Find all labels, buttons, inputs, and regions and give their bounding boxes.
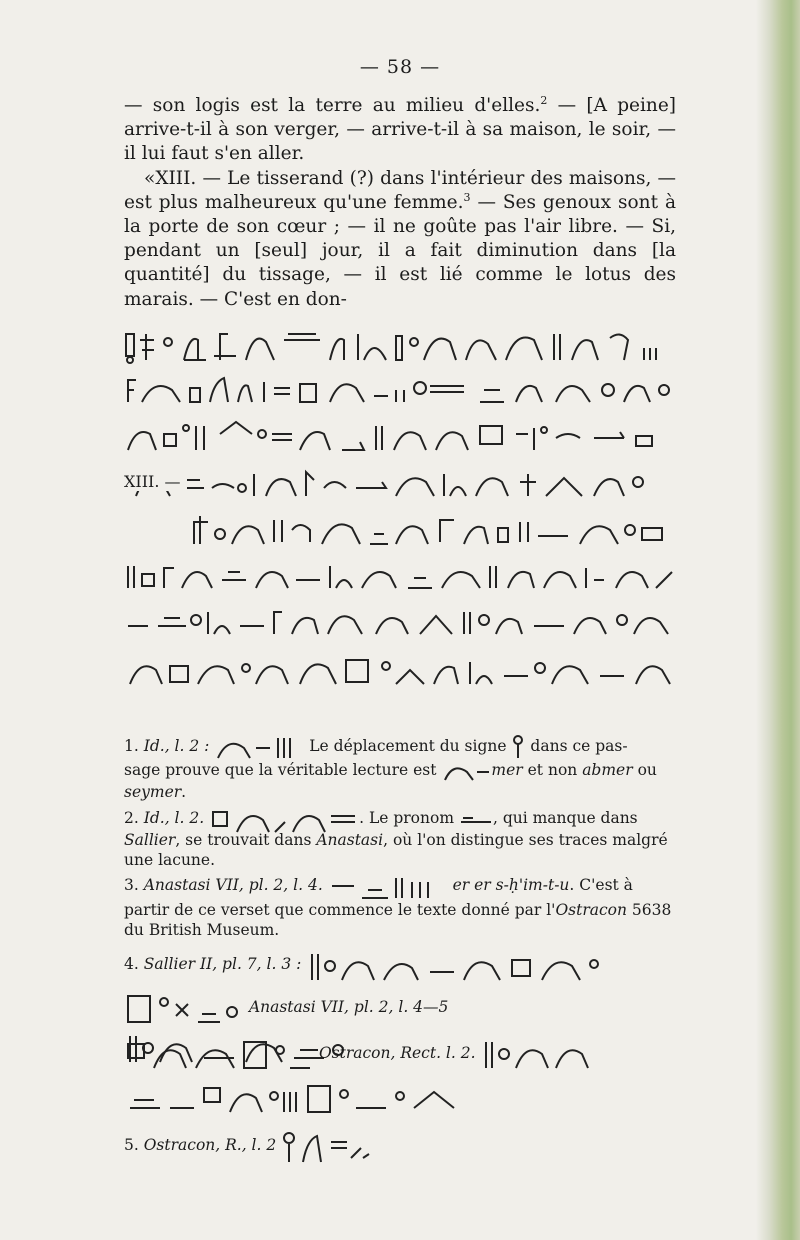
hieroglyph-pronoun-icon — [459, 812, 493, 826]
footnote-ref-3: 3 — [463, 190, 471, 204]
hieroglyph-row-4 — [136, 472, 643, 496]
hieroglyph-inline-icon — [480, 1034, 590, 1074]
footnote-1-text-c: sage prouve que la véritable lecture est — [124, 761, 437, 779]
footnote-3-number: 3. — [124, 876, 144, 894]
footnote-2-text-a: . Le pronom — [359, 809, 455, 827]
footnote-2-text-d: , où l'on distingue ses traces malgré une lacune. — [124, 831, 668, 869]
footnote-3-text-a: . C'est à — [569, 876, 633, 894]
footnote-2-sallier: Sallier — [124, 831, 176, 849]
hieroglyph-inline-icon — [214, 732, 304, 762]
hieroglyph-row-6 — [128, 566, 672, 588]
footnote-4-number: 4. — [124, 955, 144, 973]
footnote-1-continued — [124, 760, 684, 802]
hieroglyph-row-5 — [194, 516, 662, 544]
footnote-2-anastasi: Anastasi — [316, 831, 384, 849]
paragraph-2-text-b: — Ses genoux sont à la porte de son cœur ; — il ne goûte pas l'air libre. — Si, pendant un [seul] jour, il a fait diminution dans [la quantité] du tissage, — il est lié comme le lotus des marais. — C'est en don- — [124, 191, 676, 310]
footnote-3-ostracon: Ostracon — [555, 901, 627, 919]
footnote-2-number: 2. — [124, 809, 144, 827]
footnote-1-period: . — [181, 783, 187, 801]
footnote-1-text-a: Le déplacement du signe — [309, 737, 507, 755]
footnote-2-ref: Id., l. 2. — [143, 809, 205, 827]
footnote-5-number: 5. — [124, 1136, 144, 1154]
footnote-4-ref: Sallier II, pl. 7, l. 3 : — [143, 955, 302, 973]
footnote-5-ref: Ostracon, R., l. 2 — [143, 1136, 277, 1154]
hieroglyph-row-1 — [126, 334, 656, 363]
paragraph-2 — [124, 167, 676, 312]
footnote-4-ostracon-ref: Ostracon, Rect. l. 2. — [318, 1044, 476, 1062]
hieroglyph-inline-icon — [124, 1034, 314, 1074]
hieroglyph-row-2 — [128, 378, 669, 402]
footnote-1-text-b: dans ce pas- — [530, 737, 628, 755]
footnote-2-text-b: , qui manque dans — [492, 809, 638, 827]
footnote-4-anastasi-ref: Anastasi VII, pl. 2, l. 4—5 — [248, 998, 449, 1016]
hieroglyph-inline-icon — [441, 760, 491, 782]
footnote-1-abmer: abmer — [582, 761, 633, 779]
footnote-3-text-b: partir de ce verset que commence le texte donné par l' — [124, 901, 556, 919]
footnote-1-ref: Id., l. 2 : — [143, 737, 210, 755]
hieroglyph-row-3 — [128, 422, 652, 450]
footnote-1-text-d: et non — [522, 761, 583, 779]
footnote-3-ref: Anastasi VII, pl. 2, l. 4. — [143, 876, 323, 894]
footnote-ref-2: 2 — [540, 93, 548, 107]
footnote-5 — [124, 1128, 684, 1164]
footnote-1-number: 1. — [124, 737, 144, 755]
footnote-3-transliteration: er er s-ḥ'im-t-u — [452, 876, 570, 894]
page-number: — 58 — — [359, 56, 441, 78]
footnote-4-line-4 — [124, 1078, 684, 1118]
section-label-xiii: XIII. — — [124, 472, 187, 491]
hieroglyph-sign-icon — [511, 734, 525, 760]
hieroglyph-row-8 — [130, 660, 670, 684]
footnote-3-continued — [124, 900, 684, 940]
footnote-2-continued — [124, 830, 684, 870]
hieroglyph-lines — [124, 320, 676, 690]
footnote-4 — [124, 946, 684, 984]
hieroglyph-inline-icon — [306, 946, 606, 984]
page-edge — [756, 0, 800, 1240]
hieroglyph-inline-icon — [328, 872, 448, 900]
footnote-3 — [124, 872, 684, 900]
paragraph-1-text-b: — [A peine] arrive-t-il à son verger, — arrive-t-il à sa maison, le soir, — il lui faut s'en aller. — [124, 95, 677, 165]
paragraph-1 — [124, 94, 676, 167]
hieroglyph-row-7 — [128, 612, 668, 634]
hieroglyph-inline-icon — [124, 1078, 484, 1118]
paragraph-2-text-a: «XIII. — Le tisserand (?) dans l'intérieur des maisons, — est plus malheureux qu'une femme. — [124, 167, 676, 213]
footnote-1 — [124, 732, 684, 762]
footnote-3-text-c: 5638 du British Museum. — [124, 901, 672, 939]
hieroglyph-inline-icon — [124, 988, 244, 1028]
body-text — [124, 94, 676, 312]
paragraph-1-text-a: — son logis est la terre au milieu d'elles. — [124, 95, 541, 116]
footnote-4-line-3 — [124, 1034, 684, 1074]
hieroglyphic-text-block — [124, 320, 676, 690]
hieroglyph-inline-icon — [281, 1128, 371, 1164]
footnote-1-text-e: ou — [632, 761, 657, 779]
footnote-1-mer: mer — [491, 761, 523, 779]
footnote-1-seymer: seymer — [124, 783, 182, 801]
footnote-2-text-c: , se trouvait dans — [175, 831, 317, 849]
